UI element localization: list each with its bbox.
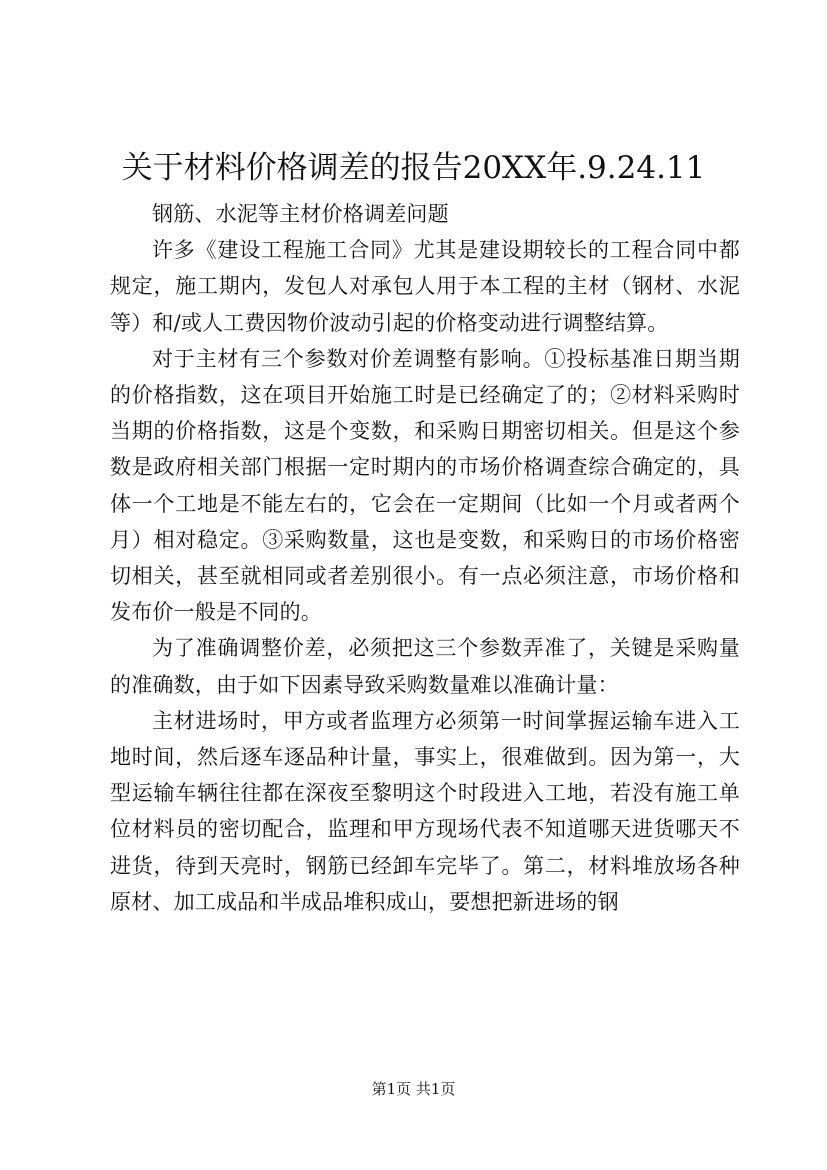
document-body [110, 196, 740, 920]
paragraph-subtitle: 钢筋、水泥等主材价格调差问题 [152, 202, 449, 226]
document-title: 关于材料价格调差的报告20XX年.9.24.11 [121, 150, 706, 186]
paragraph-site-entry: 主材进场时，甲方或者监理方必须第一时间掌握运输车进入工地时间，然后逐车逐品种计量，事实上，很难做到。因为第一，大型运输车辆往往都在深夜至黎明这个时段进入工地，若没有施工单位材料员的密切配合，监理和甲方现场代表不知道哪天进货哪天不进货，待到天亮时，钢筋已经卸车完毕了。第二，材料堆放场各种原材、加工成品和半成品堆积成山，要想把新进场的钢 [110, 708, 740, 914]
paragraph-contract: 许多《建设工程施工合同》尤其是建设期较长的工程合同中都规定，施工期内，发包人对承包人用于本工程的主材（钢材、水泥等）和/或人工费因物价波动引起的价格变动进行调整结算。 [110, 238, 740, 335]
page-footer: 第1页 共1页 [371, 1080, 456, 1098]
paragraph-accuracy: 为了准确调整价差，必须把这三个参数弄准了，关键是采购量的准确数，由于如下因素导致采购数量难以准确计量： [110, 636, 740, 697]
paragraph-parameters: 对于主材有三个参数对价差调整有影响。①投标基准日期当期的价格指数，这在项目开始施工时是已经确定了的；②材料采购时当期的价格指数，这是个变数，和采购日期密切相关。但是这个参数是政府相关部门根据一定时期内的市场价格调查综合确定的，具体一个工地是不能左右的，它会在一定期间（比如一个月或者两个月）相对稳定。③采购数量，这也是变数，和采购日的市场价格密切相关，甚至就相同或者差别很小。有一点必须注意，市场价格和发布价一般是不同的。 [110, 346, 740, 625]
